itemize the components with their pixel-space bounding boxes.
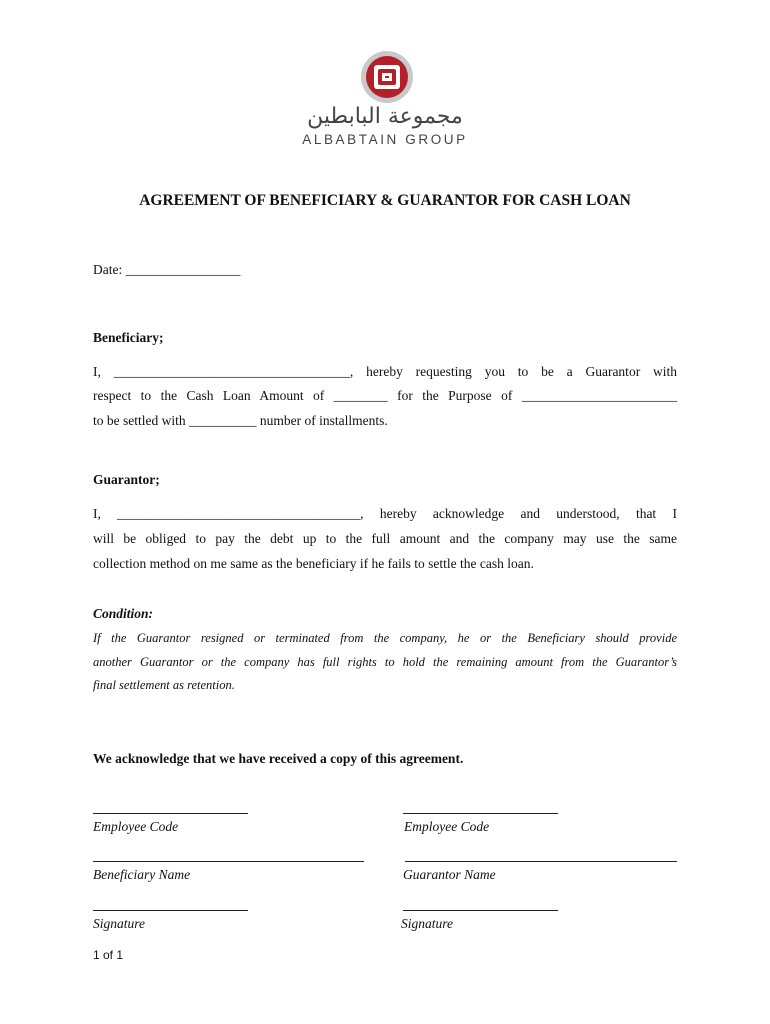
employee-code-label-left: Employee Code bbox=[93, 819, 179, 834]
page-number: 1 of 1 bbox=[93, 948, 124, 962]
date-line: Date: _________________ bbox=[93, 262, 241, 277]
beneficiary-line-3: to be settled with __________ number of installments. bbox=[93, 413, 388, 428]
employee-code-line-left[interactable] bbox=[93, 813, 248, 814]
beneficiary-signature-line[interactable] bbox=[93, 910, 248, 911]
condition-line-2: another Guarantor or the company has full rights to hold the remaining amount from the Guarantor’s bbox=[93, 655, 677, 669]
employee-code-label-right: Employee Code bbox=[404, 819, 490, 834]
beneficiary-signature-label: Signature bbox=[93, 916, 145, 931]
beneficiary-line-1: I, ___________________________________, hereby requesting you to be a Guarantor with bbox=[93, 364, 677, 379]
acknowledgement-text: We acknowledge that we have received a copy of this agreement. bbox=[93, 751, 464, 766]
employee-code-line-right[interactable] bbox=[403, 813, 558, 814]
condition-line-1: If the Guarantor resigned or terminated from the company, he or the Beneficiary should provide bbox=[93, 631, 677, 645]
guarantor-name-line[interactable] bbox=[405, 861, 677, 862]
guarantor-line-2: will be obliged to pay the debt up to the full amount and the company may use the same bbox=[93, 531, 677, 546]
condition-line-3: final settlement as retention. bbox=[93, 678, 235, 692]
guarantor-signature-line[interactable] bbox=[403, 910, 558, 911]
logo-arabic-text: مجموعة البابطين bbox=[307, 104, 463, 129]
beneficiary-name-line[interactable] bbox=[93, 861, 364, 862]
logo-english-text: ALBABTAIN GROUP bbox=[302, 132, 468, 147]
guarantor-heading: Guarantor; bbox=[93, 472, 160, 487]
guarantor-line-3: collection method on me same as the beneficiary if he fails to settle the cash loan. bbox=[93, 556, 534, 571]
guarantor-name-label: Guarantor Name bbox=[403, 867, 496, 882]
condition-heading: Condition: bbox=[93, 606, 154, 621]
guarantor-signature-label: Signature bbox=[401, 916, 453, 931]
albabtain-logo-icon bbox=[360, 50, 414, 104]
beneficiary-heading: Beneficiary; bbox=[93, 330, 164, 345]
guarantor-line-1: I, ____________________________________, hereby acknowledge and understood, that I bbox=[93, 506, 677, 521]
document-title: AGREEMENT OF BENEFICIARY & GUARANTOR FOR CASH LOAN bbox=[139, 192, 631, 209]
beneficiary-line-2: respect to the Cash Loan Amount of ________ for the Purpose of _______________________ bbox=[93, 388, 677, 403]
beneficiary-name-label: Beneficiary Name bbox=[93, 867, 191, 882]
